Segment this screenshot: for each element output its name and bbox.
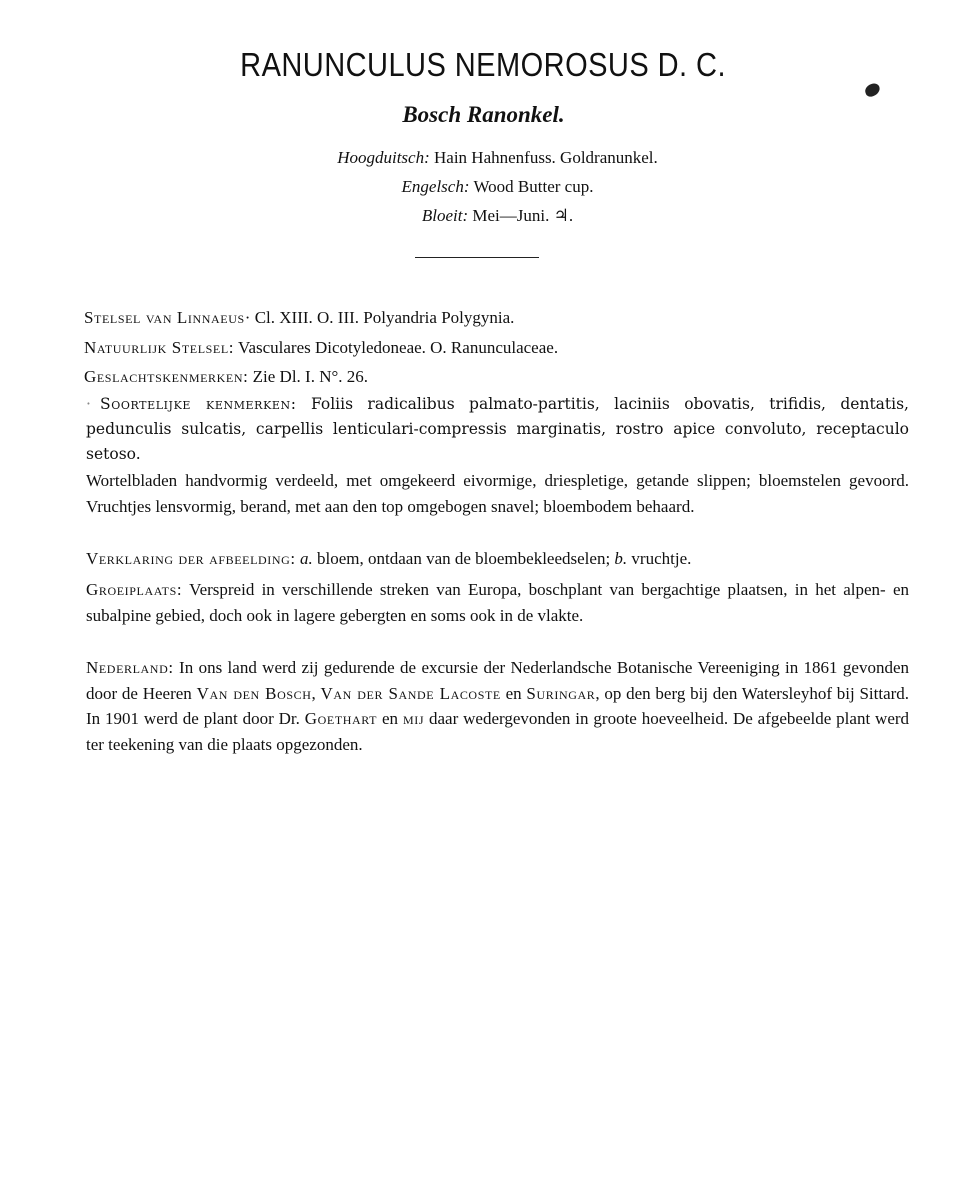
species-label: Soortelijke kenmerken: xyxy=(100,395,297,413)
explanation-a-letter: a. xyxy=(300,549,313,568)
english-value: Wood Butter cup. xyxy=(473,177,594,196)
habitat-text: Verspreid in verschillende streken van Europa, boschplant van bergachtige plaatsen, in het alpen- en subalpine gebied, doch ook in lagere gebergten en soms ook in de vlakte. xyxy=(86,580,909,625)
explanation-label: Verklaring der afbeelding: xyxy=(86,549,296,568)
natural-label: Natuurlijk Stelsel: xyxy=(84,338,235,357)
habitat-label: Groeiplaats: xyxy=(86,580,183,599)
explanation-b-text: vruchtje. xyxy=(631,549,692,568)
netherlands-text-3: , op den berg bij den Watersleyhof bij Sittard. In 1901 werd de plant door Dr. xyxy=(86,683,910,728)
netherlands-sep-1: , xyxy=(311,683,316,703)
ink-spot xyxy=(863,82,881,98)
explanation-a-text: bloem, ontdaan van de bloembekleedselen; xyxy=(317,549,611,568)
english-name-line xyxy=(14,177,967,197)
collector-name-2: Van der Sande Lacoste xyxy=(320,683,501,703)
collector-name-1: Van den Bosch xyxy=(196,683,312,703)
collector-name-3: Suringar xyxy=(526,683,596,703)
german-value: Hain Hahnenfuss. Goldranunkel. xyxy=(434,148,658,167)
page-title: RANUNCULUS NEMOROSUS D. C. xyxy=(240,46,726,83)
netherlands-text-5: daar wedergevonden in groote hoeveelheid. De afgebeelde plant werd ter teekening van die plaats opgezonden. xyxy=(86,709,910,754)
genus-label: Geslachtskenmerken: xyxy=(84,367,249,386)
collector-name-4: Goethart xyxy=(304,709,378,728)
explanation-paragraph xyxy=(66,546,909,572)
genus-line xyxy=(84,364,907,390)
collector-name-5: mij xyxy=(402,709,425,728)
netherlands-text-1: In ons land werd zij gedurende de excursie der Nederlandsche Botanische Vereeniging in 1861 gevonden door de Heeren xyxy=(86,658,910,703)
genus-value: Zie Dl. I. N°. 26. xyxy=(252,367,369,386)
species-paragraph xyxy=(66,392,909,467)
netherlands-paragraph xyxy=(66,655,909,757)
bloom-value: Mei—Juni. ♃. xyxy=(472,206,574,225)
common-name: Bosch Ranonkel. xyxy=(402,102,565,127)
english-label: Engelsch: xyxy=(401,177,470,196)
explanation-b-letter: b. xyxy=(614,549,628,568)
linnaeus-value: Cl. XIII. O. III. Polyandria Polygynia. xyxy=(254,308,515,327)
german-label: Hoogduitsch: xyxy=(337,148,430,167)
netherlands-text-2: en xyxy=(505,683,522,703)
species-dutch-paragraph: Wortelbladen handvormig verdeeld, met omgekeerd eivormige, driespletige, getande slippen; bloemstelen gevoord. Vruchtjes lensvormig, berand, met aan den top omgebogen snavel; bloembodem behaard. xyxy=(86,471,909,516)
german-name-line xyxy=(14,148,967,168)
linnaeus-label: Stelsel van Linnaeus xyxy=(84,308,245,327)
netherlands-text-4: en xyxy=(382,709,399,728)
divider-rule xyxy=(415,257,539,258)
netherlands-label: Nederland: xyxy=(86,658,174,677)
natural-system-line xyxy=(84,335,907,361)
habitat-paragraph xyxy=(66,577,909,628)
linnaeus-line xyxy=(84,305,907,331)
bloom-label: Bloeit: xyxy=(421,206,469,225)
species-marker: · xyxy=(86,395,91,413)
species-latin: Foliis radicalibus palmato-partitis, laciniis obovatis, trifidis, dentatis, pedunculis sulcatis, carpellis lenticulari-compressis marginatis, rostro apice convoluto, receptaculo setoso. xyxy=(86,395,909,463)
linnaeus-sep: · xyxy=(244,308,251,327)
bloom-line xyxy=(14,206,967,226)
natural-value: Vasculares Dicotyledoneae. O. Ranunculaceae. xyxy=(238,338,559,357)
